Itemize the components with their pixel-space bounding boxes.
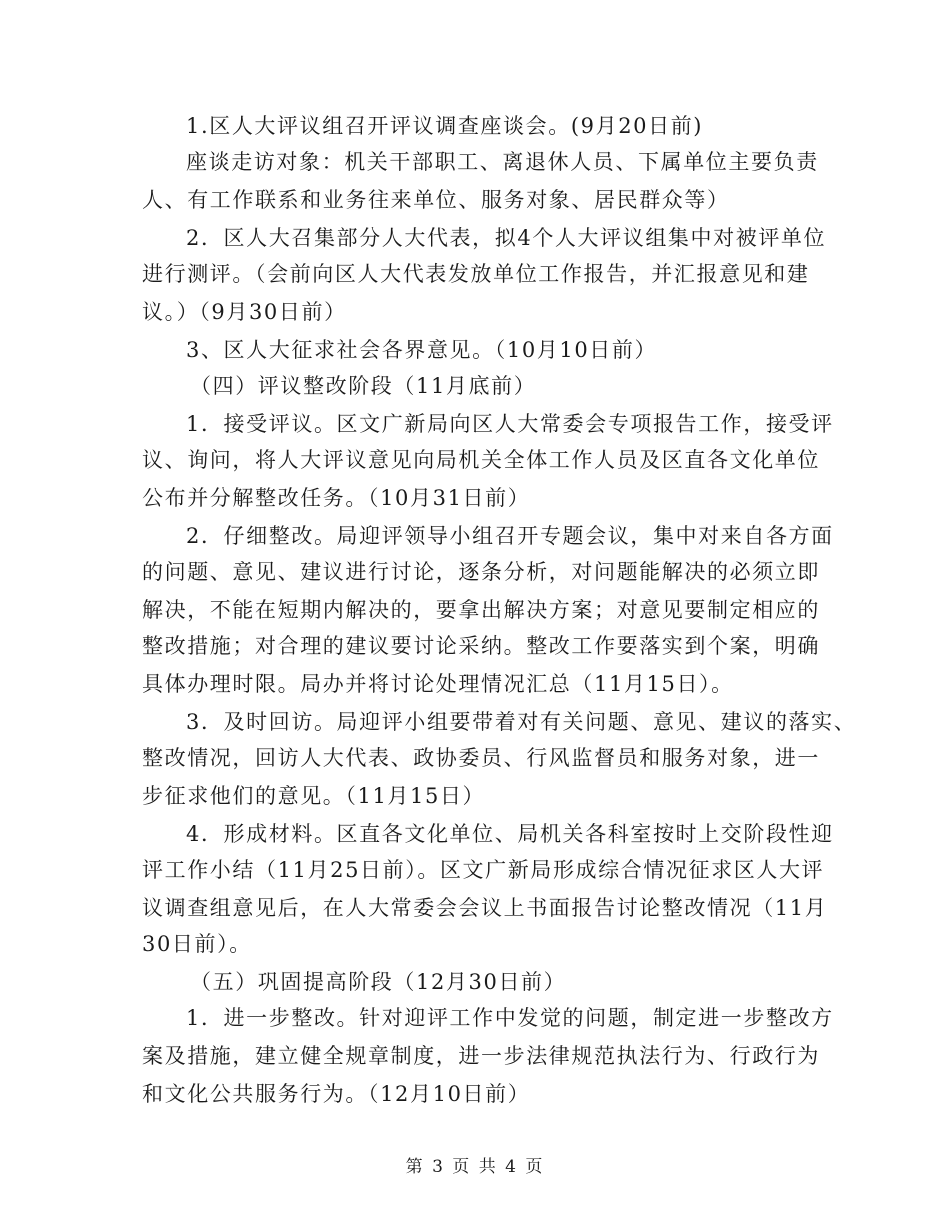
- paragraph-line: 座谈走访对象：机关干部职工、离退休人员、下属单位主要负责: [186, 150, 819, 174]
- paragraph-line: 2．区人大召集部分人大代表，拟4个人大评议组集中对被评单位: [186, 226, 827, 250]
- paragraph-line: 整改情况，回访人大代表、政协委员、行风监督员和服务对象，进一: [142, 746, 820, 770]
- paragraph-line: 3．及时回访。局迎评小组要带着对有关问题、意见、建议的落实、: [186, 710, 857, 734]
- paragraph-line: 议。）（9月30日前）: [142, 300, 347, 324]
- paragraph-line: 进行测评。（会前向区人大代表发放单位工作报告，并汇报意见和建: [142, 262, 810, 286]
- paragraph-line: 人、有工作联系和业务往来单位、服务对象、居民群众等）: [142, 188, 730, 212]
- paragraph-line: 和文化公共服务行为。（12月10日前）: [142, 1082, 531, 1106]
- paragraph-line: 议调查组意见后，在人大常委会会议上书面报告讨论整改情况（11月: [142, 896, 828, 920]
- paragraph-line: 整改措施；对合理的建议要讨论采纳。整改工作要落实到个案，明确: [142, 634, 820, 658]
- paragraph-line: 4．形成材料。区直各文化单位、局机关各科室按时上交阶段性迎: [186, 822, 834, 846]
- page-footer: 第 3 页 共 4 页: [405, 1157, 545, 1177]
- section-heading: （五）巩固提高阶段（12月30日前）: [190, 970, 567, 994]
- paragraph-line: 评工作小结（11月25日前）。区文广新局形成综合情况征求区人大评: [142, 858, 825, 882]
- section-heading: （四）评议整改阶段（11月底前）: [190, 374, 537, 398]
- paragraph-line: 具体办理时限。局办并将讨论处理情况汇总（11月15日）。: [142, 672, 734, 696]
- paragraph-line: 30日前）。: [142, 932, 252, 956]
- paragraph-line: 公布并分解整改任务。（10月31日前）: [142, 486, 531, 510]
- paragraph-line: 步征求他们的意见。（11月15日）: [142, 784, 486, 808]
- paragraph-line: 议、询问，将人大评议意见向局机关全体工作人员及区直各文化单位: [142, 448, 820, 472]
- paragraph-line: 的问题、意见、建议进行讨论，逐条分析，对问题能解决的必须立即: [142, 560, 820, 584]
- paragraph-line: 1．接受评议。区文广新局向区人大常委会专项报告工作，接受评: [186, 412, 834, 436]
- paragraph-line: 3、区人大征求社会各界意见。（10月10日前）: [186, 338, 658, 362]
- paragraph-line: 解决，不能在短期内解决的，要拿出解决方案；对意见要制定相应的: [142, 598, 820, 622]
- paragraph-line: 1．进一步整改。针对迎评工作中发觉的问题，制定进一步整改方: [186, 1006, 834, 1030]
- paragraph-line: 1.区人大评议组召开评议调查座谈会。(9月20日前): [186, 114, 704, 138]
- paragraph-line: 案及措施，建立健全规章制度，进一步法律规范执法行为、行政行为: [142, 1044, 820, 1068]
- paragraph-line: 2．仔细整改。局迎评领导小组召开专题会议，集中对来自各方面: [186, 524, 834, 548]
